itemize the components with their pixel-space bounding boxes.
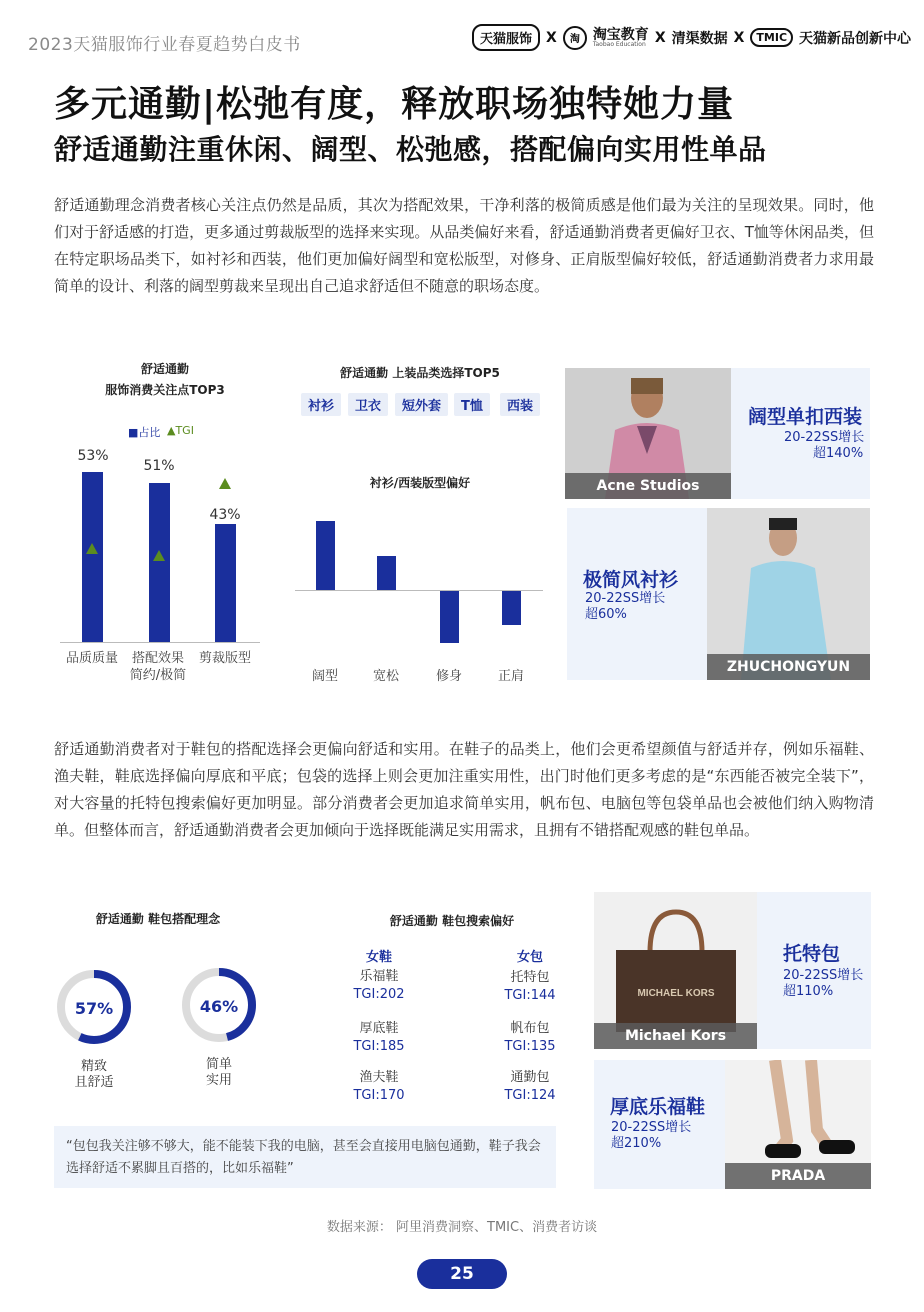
tmall-innovation-center-logo: 天猫新品创新中心 xyxy=(799,30,912,47)
tgi-marker-matching xyxy=(153,550,165,561)
category-tag: 卫衣 xyxy=(348,393,388,416)
bar-loose-fit xyxy=(377,556,396,590)
x-label-wide: 阔型 xyxy=(311,669,338,684)
category-tag: T恤 xyxy=(454,393,490,416)
ring-label-practical: 简单 实用 xyxy=(205,1057,232,1088)
shoe-name: 乐福鞋 xyxy=(359,969,399,984)
intro-paragraph: 舒适通勤理念消费者核心关注点仍然是品质，其次为搭配效果，干净利落的极简质感是他们最为关注的呈现效果。同时，他们对于舒适感的打造，更多通过剪裁版型的选择来实现。从品类偏好来看，舒适通勤消费者更偏好卫衣、T恤等休闲品类，但在特定职场品类下，如衬衫和西装，他们更加偏好阔型和宽松版型，对修身、正肩版型偏好较低，舒适通勤消费者力求用最简单的设计、利落的阔型剪裁来呈现出自己追求舒适但不随意的职场态度。 xyxy=(54,196,874,295)
taobao-education-name: 淘宝教育 xyxy=(592,26,649,43)
logo-separator: X xyxy=(654,29,666,46)
shoes-bags-paragraph: 舒适通勤消费者对于鞋包的搭配选择会更偏向舒适和实用。在鞋子的品类上，他们会更希望颜值与舒适并存，例如乐福鞋、渔夫鞋，鞋底选择偏向厚底和平底；包袋的选择上则会更加注重实用性，出门时他们更多考虑的是“东西能否被完全装下”，对大容量的托特包搜索偏好更加明显。部分消费者会更加追求简单实用，帆布包、电脑包等包袋单品也会被他们纳入购物清单。但整体而言，舒适通勤消费者会更加倾向于选择既能满足实用需求，且拥有不错搭配观感的鞋包单品。 xyxy=(54,740,874,839)
loafer-photo xyxy=(725,1060,871,1189)
chart1-title-line1: 舒适通勤 xyxy=(140,362,189,376)
bar-wide-fit xyxy=(316,521,335,590)
page-subtitle: 舒适通勤注重休闲、阔型、松弛感，搭配偏向实用性单品 xyxy=(54,133,767,166)
bag-pref-item xyxy=(490,969,570,1005)
card-growth-value: 超110% xyxy=(783,984,834,999)
page-title: 多元通勤|松弛有度，释放职场独特她力量 xyxy=(54,84,735,125)
x-label-quality: 品质质量 xyxy=(65,651,118,666)
card-growth-value: 超60% xyxy=(585,607,627,622)
bar-label-quality: 53% xyxy=(77,448,109,464)
shoe-tgi: TGI:170 xyxy=(353,1088,405,1103)
bag-name: 通勤包 xyxy=(510,1070,550,1085)
bag-logo-text: MICHAEL KORS xyxy=(637,988,715,999)
tmall-fashion-logo: 天猫服饰 xyxy=(472,24,540,51)
shoe-name: 厚底鞋 xyxy=(359,1021,399,1036)
taobao-logo-icon: 淘 xyxy=(563,26,587,50)
logo-separator: X xyxy=(733,29,745,46)
shoe-tgi: TGI:185 xyxy=(353,1039,405,1054)
x-label-matching: 搭配效果 简约/极简 xyxy=(129,651,187,683)
card-growth-value: 超210% xyxy=(611,1136,662,1151)
shoe-tgi: TGI:202 xyxy=(353,987,405,1002)
tgi-marker-cut xyxy=(219,478,231,489)
chart4-title: 舒适通勤 鞋包搜索偏好 xyxy=(389,914,515,928)
bar-cut xyxy=(215,524,236,642)
taobao-education-logo xyxy=(593,28,649,48)
shoe-pref-item xyxy=(339,968,419,1004)
shoe-name: 渔夫鞋 xyxy=(359,1070,399,1085)
chart2-title: 舒适通勤 上装品类选择TOP5 xyxy=(340,366,500,380)
shoe-pref-item xyxy=(339,1020,419,1056)
chart2-subtitle: 衬衫/西装版型偏好 xyxy=(369,476,471,490)
chart1-legend-tgi: ▲TGI xyxy=(167,424,194,437)
category-tag: 短外套 xyxy=(395,393,448,416)
x-label-slim: 修身 xyxy=(435,669,462,684)
ring-label-comfort: 精致 且舒适 xyxy=(74,1059,114,1090)
bag-name: 托特包 xyxy=(510,970,550,985)
ring-value-comfort: 57% xyxy=(74,999,114,1018)
card-title-tote: 托特包 xyxy=(783,943,841,965)
card-title-suit: 阔型单扣西装 xyxy=(748,406,863,428)
data-source: 数据来源： 阿里消费洞察、TMIC、消费者访谈 xyxy=(326,1220,598,1235)
card-growth-label: 20-22SS增长 xyxy=(783,968,864,983)
suit-photo xyxy=(565,368,731,499)
logo-separator: X xyxy=(546,29,557,46)
bar-matching xyxy=(149,483,170,642)
bar-slim-fit xyxy=(440,591,459,643)
brand-caption-prada: PRADA xyxy=(725,1163,871,1189)
bags-column-header: 女包 xyxy=(516,950,543,965)
shirt-photo xyxy=(707,508,870,680)
page-number: 25 xyxy=(417,1259,507,1289)
brand-caption-michael-kors: Michael Kors xyxy=(594,1023,757,1049)
card-growth-value: 超140% xyxy=(813,446,864,461)
bag-name: 帆布包 xyxy=(510,1021,550,1036)
taobao-education-en: Taobao Education xyxy=(592,40,646,48)
tgi-marker-quality xyxy=(86,543,98,554)
tmic-logo: TMIC xyxy=(750,28,793,47)
card-growth-label: 20-22SS增长 xyxy=(585,591,666,606)
bar-label-cut: 43% xyxy=(209,507,241,523)
chart1-title-line2: 服饰消费关注点TOP3 xyxy=(105,383,225,397)
chart1-legend-bar: ■占比 xyxy=(128,426,161,439)
shoe-pref-item xyxy=(339,1069,419,1105)
x-label-cut: 剪裁版型 xyxy=(198,651,251,666)
x-label-loose: 宽松 xyxy=(372,669,399,684)
bar-regular-shoulder xyxy=(502,591,521,625)
bag-tgi: TGI:144 xyxy=(504,988,556,1003)
chart3-title: 舒适通勤 鞋包搭配理念 xyxy=(95,912,221,926)
x-label-regular: 正肩 xyxy=(497,669,524,684)
bag-pref-item xyxy=(490,1069,570,1105)
category-tag: 衬衫 xyxy=(301,393,341,416)
brand-caption-acne: Acne Studios xyxy=(565,473,731,499)
shoes-column-header: 女鞋 xyxy=(365,950,392,965)
card-growth-label: 20-22SS增长 xyxy=(611,1120,692,1135)
card-title-loafer: 厚底乐福鞋 xyxy=(610,1096,706,1118)
bag-tgi: TGI:135 xyxy=(504,1039,556,1054)
chart-attention-top3 xyxy=(60,360,270,398)
tote-photo xyxy=(594,892,757,1049)
card-title-shirt: 极简风衬衫 xyxy=(583,569,679,591)
qingqu-data-logo: 清渠数据 xyxy=(671,30,728,47)
category-tag: 西装 xyxy=(500,393,540,416)
chart1-axis-line xyxy=(60,642,260,643)
bar-quality xyxy=(82,472,103,642)
report-title: 2023天猫服饰行业春夏趋势白皮书 xyxy=(28,35,301,55)
bag-pref-item xyxy=(490,1020,570,1056)
partner-logos xyxy=(472,24,911,51)
card-growth-label: 20-22SS增长 xyxy=(784,430,865,445)
bag-tgi: TGI:124 xyxy=(504,1088,556,1103)
ring-value-practical: 46% xyxy=(199,997,239,1016)
bar-label-matching: 51% xyxy=(143,458,175,474)
brand-caption-zhuchongyun: ZHUCHONGYUN xyxy=(707,654,870,680)
consumer-quote: “包包我关注够不够大，能不能装下我的电脑，甚至会直接用电脑包通勤，鞋子我会选择舒适不累脚且百搭的，比如乐福鞋” xyxy=(54,1126,556,1188)
